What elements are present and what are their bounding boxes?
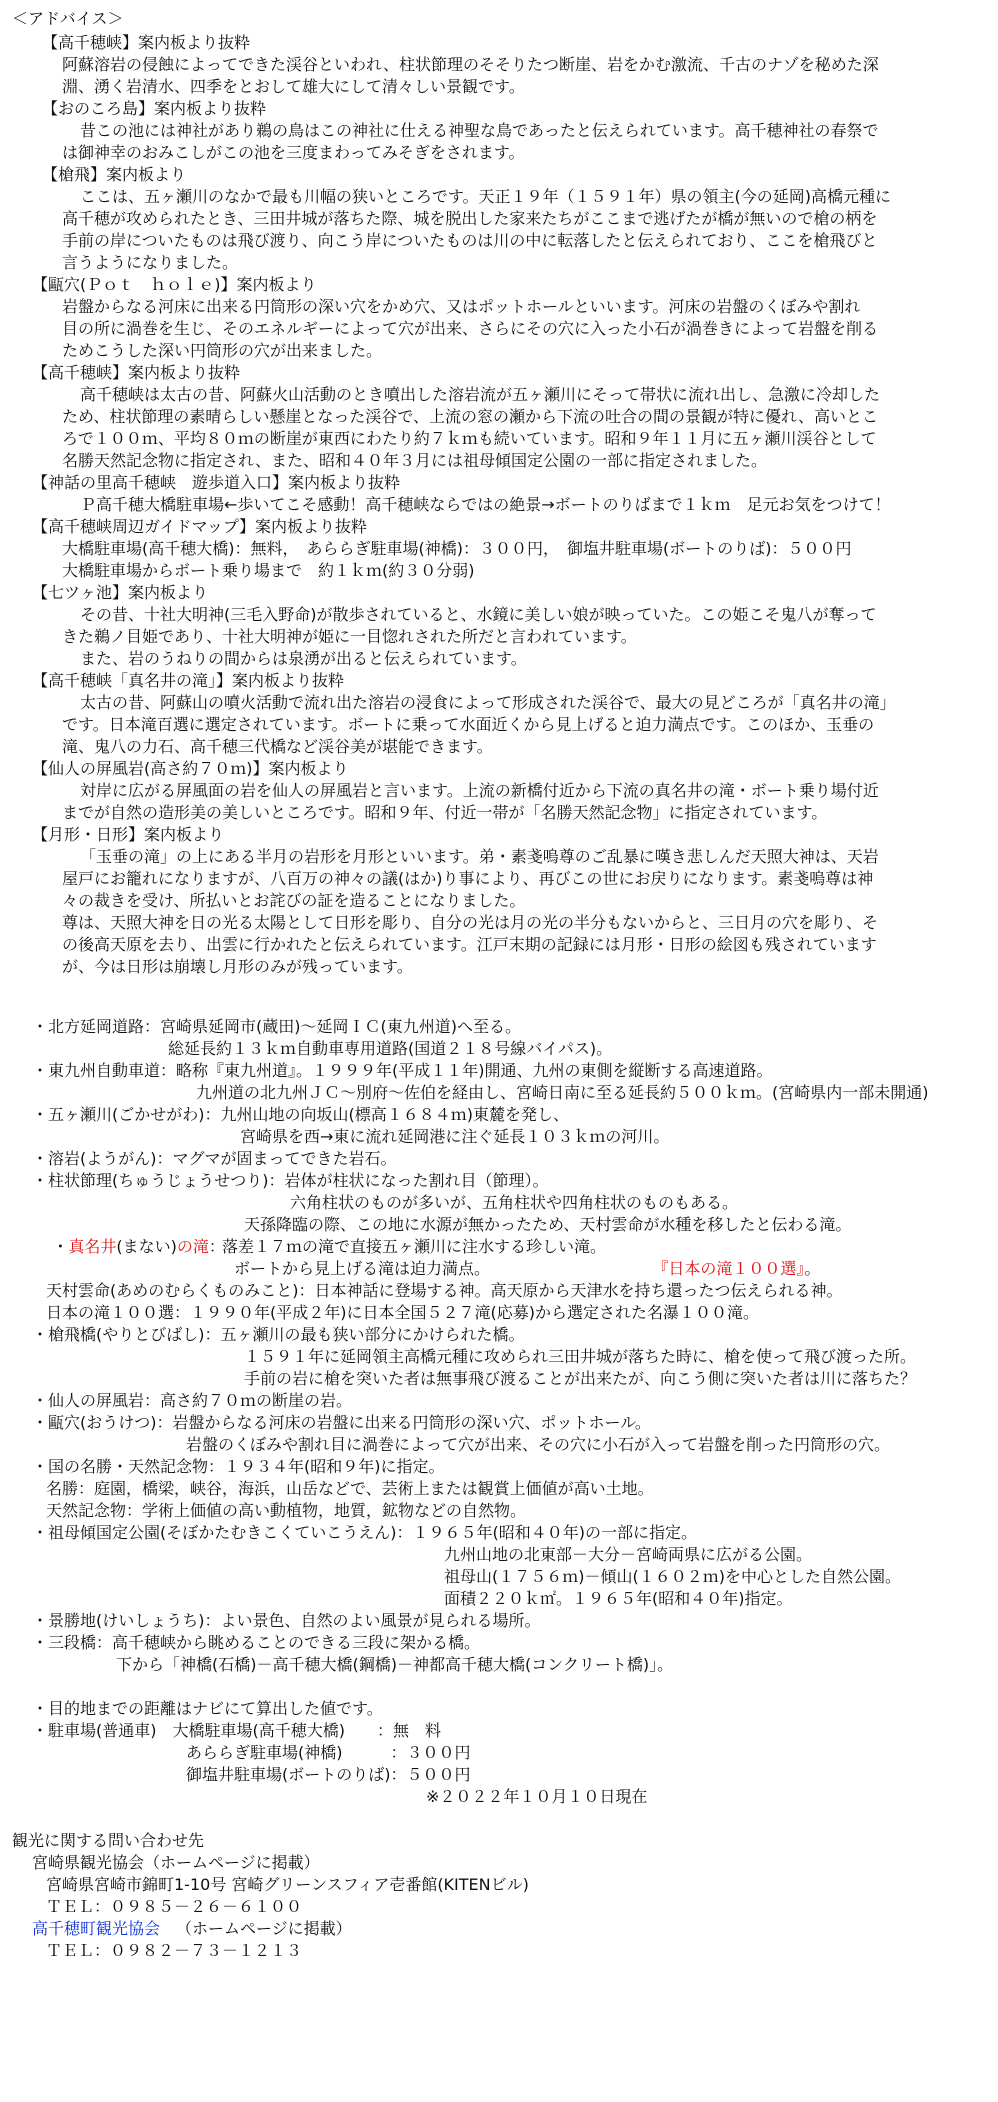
section-header: ＜アドバイス＞ xyxy=(12,9,124,28)
glossary-item-manai xyxy=(32,1214,225,1256)
advice-line: 々の裁きを受け、所払いとお詫びの証を造ることになりました。 xyxy=(62,891,526,910)
distance-line: 御塩井駐車場(ボートのりば)：５００円 xyxy=(186,1765,471,1784)
distance-line: ※２０２２年１０月１０日現在 xyxy=(426,1787,648,1806)
glossary-line: 面積２２０ｋ㎡。１９６５年(昭和４０年)指定。 xyxy=(444,1589,793,1608)
glossary-line: 天然記念物：学術上価値の高い動植物，地質，鉱物などの自然物。 xyxy=(46,1501,527,1520)
advice-line: 岩盤からなる河床に出来る円筒形の深い穴をかめ穴、又はポットホールといいます。河床の岩盤のくぼみや割れ xyxy=(62,297,861,316)
advice-line: ため、柱状節理の素晴らしい懸崖となった渓谷で、上流の窓の瀬から下流の吐合の間の景観が特に優れ、高いとこ xyxy=(62,407,879,426)
advice-line: 阿蘇溶岩の侵蝕によってできた渓谷といわれ、柱状節理のそそりたつ断崖、岩をかむ激流、千古のナゾを秘めた深 xyxy=(62,55,879,74)
advice-line: が、今は日形は崩壊し月形のみが残っています。 xyxy=(62,957,413,976)
glossary-line: ・溶岩(ようがん)：マグマが固まってできた岩石。 xyxy=(32,1149,397,1168)
advice-line: 【甌穴(Ｐｏｔ ｈｏｌｅ)】案内板より xyxy=(32,275,317,294)
glossary-line: ・景勝地(けいしょうち)：よい景色、自然のよい風景が見られる場所。 xyxy=(32,1611,541,1630)
glossary-line: ・東九州自動車道：略称『東九州道』。１９９９年(平成１１年)開通、九州の東側を縦断する高速道路。 xyxy=(32,1061,773,1080)
advice-line: 名勝天然記念物に指定され、また、昭和４０年３月には祖母傾国定公園の一部に指定されました。 xyxy=(62,451,767,470)
glossary-line: ・甌穴(おうけつ)：岩盤からなる河床の岩盤に出来る円筒形の深い穴、ポットホール。 xyxy=(32,1413,651,1432)
glossary-line: 名勝：庭園，橋梁，峡谷，海浜，山岳などで、芸術上または観賞上価値が高い土地。 xyxy=(46,1479,654,1498)
glossary-line: ・五ヶ瀬川(ごかせがわ)：九州山地の向坂山(標高１６８４ｍ)東麓を発し、 xyxy=(32,1105,569,1124)
advice-line: その昔、十社大明神(三毛入野命)が散歩されていると、水鏡に美しい娘が映っていた。この姫こそ鬼八が奪って xyxy=(80,605,877,624)
glossary-line: 天孫降臨の際、この地に水源が無かったため、天村雲命が水種を移したと伝わる滝。 xyxy=(244,1215,852,1234)
glossary-line: ・槍飛橋(やりとびばし)：五ヶ瀬川の最も狭い部分にかけられた橋。 xyxy=(32,1325,525,1344)
manai-term: 真名井 xyxy=(68,1237,117,1256)
glossary-line: 手前の岩に槍を突いた者は無事飛び渡ることが出来たが、向こう側に突いた者は川に落ちた？ xyxy=(244,1369,917,1388)
manai-reading: (まない) xyxy=(116,1237,177,1256)
advice-line: ここは、五ヶ瀬川のなかで最も川幅の狭いところです。天正１９年（１５９１年）県の領主(今の延岡)高橋元種に xyxy=(80,187,892,206)
contact-line: 宮崎県宮崎市錦町1-10号 宮崎グリーンスフィア壱番館(KITENビル) xyxy=(46,1875,529,1894)
advice-line: 対岸に広がる屏風面の岩を仙人の屏風岩と言います。上流の新橋付近から下流の真名井の滝・ボート乗り場付近 xyxy=(80,781,879,800)
glossary-line: ・北方延岡道路：宮崎県延岡市(蔵田)～延岡ＩＣ(東九州道)へ至る。 xyxy=(32,1017,521,1036)
advice-line: 尊は、天照大神を日の光る太陽として日形を彫り、自分の光は月の光の半分もないからと、三日月の穴を彫り、そ xyxy=(62,913,879,932)
period: 。 xyxy=(804,1259,821,1278)
contact-suffix: （ホームページに掲載） xyxy=(176,1919,352,1938)
advice-line: 【高千穂峡】案内板より抜粋 xyxy=(32,363,241,382)
advice-line: ろで１００ｍ、平均８０ｍの断崖が東西にわたり約７ｋｍも続いています。昭和９年１１月に五ヶ瀬川渓谷として xyxy=(62,429,877,448)
advice-line: 【高千穂峡「真名井の滝」】案内板より抜粋 xyxy=(32,671,345,690)
bullet: ・ xyxy=(52,1237,69,1256)
glossary-line: 落差１７ｍの滝で直接五ヶ瀬川に注水する珍しい滝。 xyxy=(222,1237,607,1256)
distance-line: ・駐車場(普通車) 大橋駐車場(高千穂大橋) ：無 料 xyxy=(32,1721,441,1740)
advice-line: 滝、鬼八の力石、高千穂三代橋など渓谷美が堪能できます。 xyxy=(62,737,493,756)
glossary-line: ・国の名勝・天然記念物：１９３４年(昭和９年)に指定。 xyxy=(32,1457,445,1476)
advice-line: 【おのころ島】案内板より抜粋 xyxy=(42,99,267,118)
glossary-line: 下から「神橋(石橋)－高千穂大橋(鋼橋)－神都高千穂大橋(コンクリート橋)」。 xyxy=(116,1655,674,1674)
advice-line: 【七ツヶ池】案内板より xyxy=(32,583,209,602)
advice-line: ためこうした深い円筒形の穴が出来ました。 xyxy=(62,341,383,360)
advice-line: 太古の昔、阿蘇山の噴火活動で流れ出た溶岩の浸食によって形成された渓谷で、最大の見どころが「真名井の滝」 xyxy=(80,693,896,712)
distance-line: あららぎ駐車場(神橋) ：３００円 xyxy=(186,1743,471,1762)
glossary-line: 日本の滝１００選：１９９０年(平成２年)に日本全国５２７滝(応募)から選定された名瀑１００滝。 xyxy=(46,1303,759,1322)
manai-term-suffix: の滝 xyxy=(176,1237,209,1256)
distance-line: ・目的地までの距離はナビにて算出した値です。 xyxy=(32,1699,383,1718)
advice-line: 昔この池には神社があり鵜の鳥はこの神社に仕える神聖な鳥であったと伝えられています。高千穂神社の春祭で xyxy=(80,121,879,140)
colon: ： xyxy=(208,1237,225,1256)
glossary-line: ボートから見上げる滝は迫力満点。 xyxy=(234,1259,491,1278)
advice-line: 言うようになりました。 xyxy=(62,253,239,272)
advice-line: の後高天原を去り、出雲に行かれたと伝えられています。江戸末期の記録には月形・日形の絵図も残されています xyxy=(62,935,877,954)
glossary-line: ・祖母傾国定公園(そぼかたむきこくていこうえん)：１９６５年(昭和４０年)の一部に指定。 xyxy=(32,1523,697,1542)
advice-line: 【仙人の屏風岩(高さ約７０ｍ)】案内板より xyxy=(32,759,349,778)
advice-line: 【高千穂峡】案内板より抜粋 xyxy=(42,33,251,52)
advice-line: 淵、湧く岩清水、四季をとおして雄大にして清々しい景観です。 xyxy=(62,77,525,96)
advice-line: は御神幸のおみこしがこの池を三度まわってみそぎをされます。 xyxy=(62,143,525,162)
glossary-line: 天村雲命(あめのむらくものみこと)：日本神話に登場する神。高天原から天津水を持ち還ったつ伝えられる神。 xyxy=(46,1281,843,1300)
advice-line: 「玉垂の滝」の上にある半月の岩形を月形といいます。弟・素戔嗚尊のご乱暴に嘆き悲しんだ天照大神は、天岩 xyxy=(80,847,879,866)
glossary-line: 岩盤のくぼみや割れ目に渦巻によって穴が出来、その穴に小石が入って岩盤を削った円筒形の穴。 xyxy=(186,1435,891,1454)
advice-line: です。日本滝百選に選定されています。ボートに乗って水面近くから見上げると迫力満点です。このほか、玉垂の xyxy=(62,715,875,734)
advice-line: までが自然の造形美の美しいところです。昭和９年、付近一帯が「名勝天然記念物」に指定されています。 xyxy=(62,803,828,822)
advice-line: きた鵜ノ目姫であり、十社大明神が姫に一目惚れされた所だと言われています。 xyxy=(62,627,637,646)
advice-line: 高千穂が攻められたとき、三田井城が落ちた際、城を脱出した家来たちがここまで逃げたが橋が無いので槍の柄を xyxy=(62,209,878,228)
glossary-line: １５９１年に延岡領主高橋元種に攻められ三田井城が落ちた時に、槍を使って飛び渡った所。 xyxy=(244,1347,917,1366)
glossary-line: 九州道の北九州ＪＣ～別府～佐伯を経由し、宮崎日南に至る延長約５００ｋｍ。(宮崎県内一部未開通) xyxy=(196,1083,929,1102)
glossary-line: 六角柱状のものが多いが、五角柱状や四角柱状のものもある。 xyxy=(290,1193,739,1212)
advice-line: 屋戸にお籠れになりますが、八百万の神々の議(はか)り事により、再びこの世にお戻りになります。素戔嗚尊は神 xyxy=(62,869,874,888)
advice-line: 高千穂峡は太古の昔、阿蘇火山活動のとき噴出した溶岩流が五ヶ瀬川にそって帯状に流れ出し、急激に冷却した xyxy=(80,385,881,404)
glossary-line: 祖母山(１７５６ｍ)－傾山(１６０２ｍ)を中心とした自然公園。 xyxy=(444,1567,901,1586)
advice-line: Ｐ高千穂大橋駐車場←歩いてこそ感動！高千穂峡ならではの絶景→ボートのりばまで１ｋｍ 足元お気をつけて！ xyxy=(80,495,891,514)
glossary-line: ・三段橋：高千穂峡から眺めることのできる三段に架かる橋。 xyxy=(32,1633,481,1652)
advice-line: 目の所に渦巻を生じ、そのエネルギーによって穴が出来、さらにその穴に入った小石が渦巻きによって岩盤を削る xyxy=(62,319,879,338)
glossary-line: ・柱状節理(ちゅうじょうせつり)：岩体が柱状になった割れ目（節理）。 xyxy=(32,1171,549,1190)
contact-line: 高千穂町観光協会 xyxy=(32,1919,161,1938)
advice-line: 大橋駐車場からボート乗り場まで 約１ｋｍ(約３０分弱) xyxy=(62,561,475,580)
advice-line: 【槍飛】案内板より xyxy=(42,165,187,184)
contact-line: 宮崎県観光協会（ホームページに掲載） xyxy=(32,1853,320,1872)
advice-line: 【高千穂峡周辺ガイドマップ】案内板より抜粋 xyxy=(32,517,368,536)
glossary-line: 九州山地の北東部－大分－宮崎両県に広がる公園。 xyxy=(444,1545,813,1564)
contact-line: 観光に関する問い合わせ先 xyxy=(12,1831,205,1850)
glossary-line: ・仙人の屏風岩：高さ約７０ｍの断崖の岩。 xyxy=(32,1391,353,1410)
advice-line: 【神話の里高千穂峡 遊歩道入口】案内板より抜粋 xyxy=(32,473,401,492)
glossary-line: 総延長約１３ｋｍ自動車専用道路(国道２１８号線バイパス)。 xyxy=(168,1039,613,1058)
glossary-line: 宮崎県を西→東に流れ延岡港に注ぐ延長１０３ｋｍの河川。 xyxy=(240,1127,670,1146)
contact-line: ＴＥＬ：０９８５－２６－６１００ xyxy=(46,1897,303,1916)
advice-line: 大橋駐車場(高千穂大橋)：無料， あららぎ駐車場(神橋)：３００円， 御塩井駐車場(ボートのりば)：５００円 xyxy=(62,539,852,558)
contact-line: ＴＥＬ：０９８２－７３－１２１３ xyxy=(46,1941,303,1960)
top100-waterfalls: 『日本の滝１００選』 xyxy=(652,1259,805,1278)
manai-highlight xyxy=(632,1236,821,1278)
advice-line: また、岩のうねりの間からは泉湧が出ると伝えられています。 xyxy=(80,649,527,668)
advice-line: 【月形・日形】案内板より xyxy=(32,825,225,844)
advice-line: 手前の岸についたものは飛び渡り、向こう岸についたものは川の中に転落したと伝えられており、ここを槍飛びと xyxy=(62,231,878,250)
